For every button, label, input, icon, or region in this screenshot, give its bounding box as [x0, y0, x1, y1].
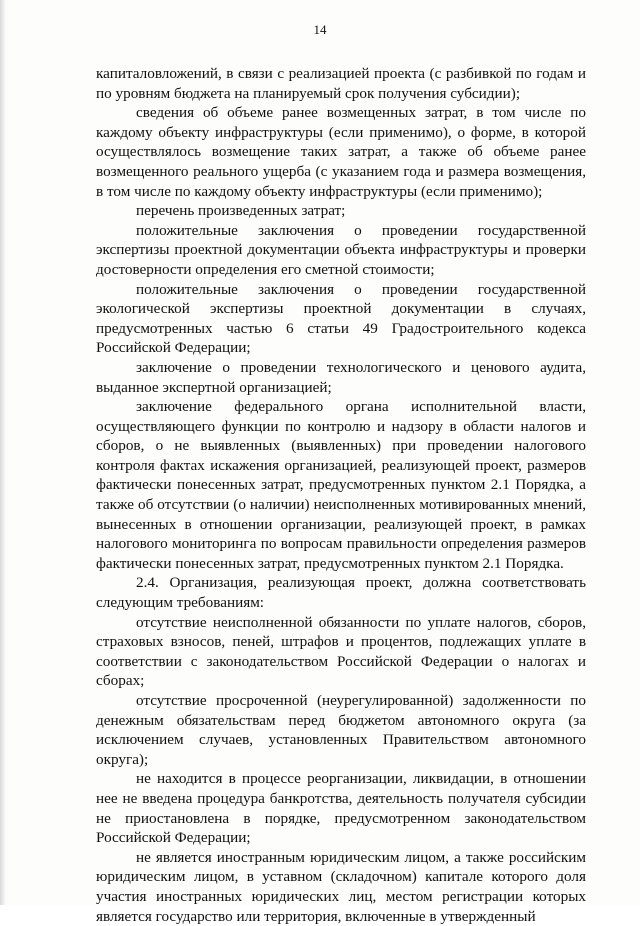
paragraph: перечень произведенных затрат; — [136, 202, 346, 220]
paragraph: положительные заключения о проведении государственной экологической экспертизы проектной документации в случаях, предусмотренных частью 6 статьи 49 Градостроительного кодекса Российской Федерации; — [96, 280, 586, 357]
paragraph: положительные заключения о проведении государственной экспертизы проектной документации объекта инфраструктуры и проверки достоверности определения его сметной стоимости; — [96, 221, 586, 278]
page-number: 14 — [313, 22, 327, 37]
paragraph: отсутствие просроченной (неурегулированной) задолженности по денежным обязательствам перед бюджетом автономного округа (за исключением случаев, установленных Правительством автономного округа); — [96, 692, 586, 768]
paragraph: заключение федерального органа исполнительной власти, осуществляющего функции по контролю и надзору в области налогов и сборов, о не выявленных (выявленных) при проведении налогового контроля фактах искажения организацией, реализующей проект, размеров фактически понесенных затрат, предусмотренных пунктом 2.1 Порядка, а также об отсутствии (о наличии) неисполненных мотивированных мнений, вынесенных в отношении организации, реализующей проект, в рамках налогового мониторинга по вопросам правильности определения размеров фактически понесенных затрат, предусмотренных пунктом 2.1 Порядка. — [96, 398, 586, 572]
document-body — [96, 64, 586, 926]
paragraph: заключение о проведении технологического и ценового аудита, выданное экспертной организацией; — [96, 358, 586, 396]
paragraph: отсутствие неисполненной обязанности по уплате налогов, сборов, страховых взносов, пеней, штрафов и процентов, подлежащих уплате в соответствии с законодательством Российской Федерации о налогах и сборах; — [96, 613, 586, 690]
paragraph: капиталовложений, в связи с реализацией проекта (с разбивкой по годам и по уровням бюджета на планируемый срок получения субсидии); — [96, 65, 586, 102]
paragraph: не является иностранным юридическим лицом, а также российским юридическим лицом, в уставном (складочном) капитале которого доля участия иностранных юридических лиц, местом регистрации которых является государство или территория, включенные в утвержденный — [96, 848, 586, 925]
paragraph: сведения об объеме ранее возмещенных затрат, в том числе по каждому объекту инфраструктуры (если применимо), о форме, в которой осуществлялось возмещение таких затрат, а также об объеме ранее возмещенного реального ущерба (с указанием года и размера возмещения, в том числе по каждому объекту инфраструктуры (если применимо); — [96, 104, 586, 200]
paragraph: не находится в процессе реорганизации, ликвидации, в отношении нее не введена процедура банкротства, деятельность получателя субсидии не приостановлена в порядке, предусмотренном законодательством Российской Федерации; — [96, 770, 586, 847]
section-heading-paragraph: 2.4. Организация, реализующая проект, должна соответствовать следующим требованиям: — [96, 574, 586, 612]
scan-edge-shadow — [0, 0, 6, 905]
